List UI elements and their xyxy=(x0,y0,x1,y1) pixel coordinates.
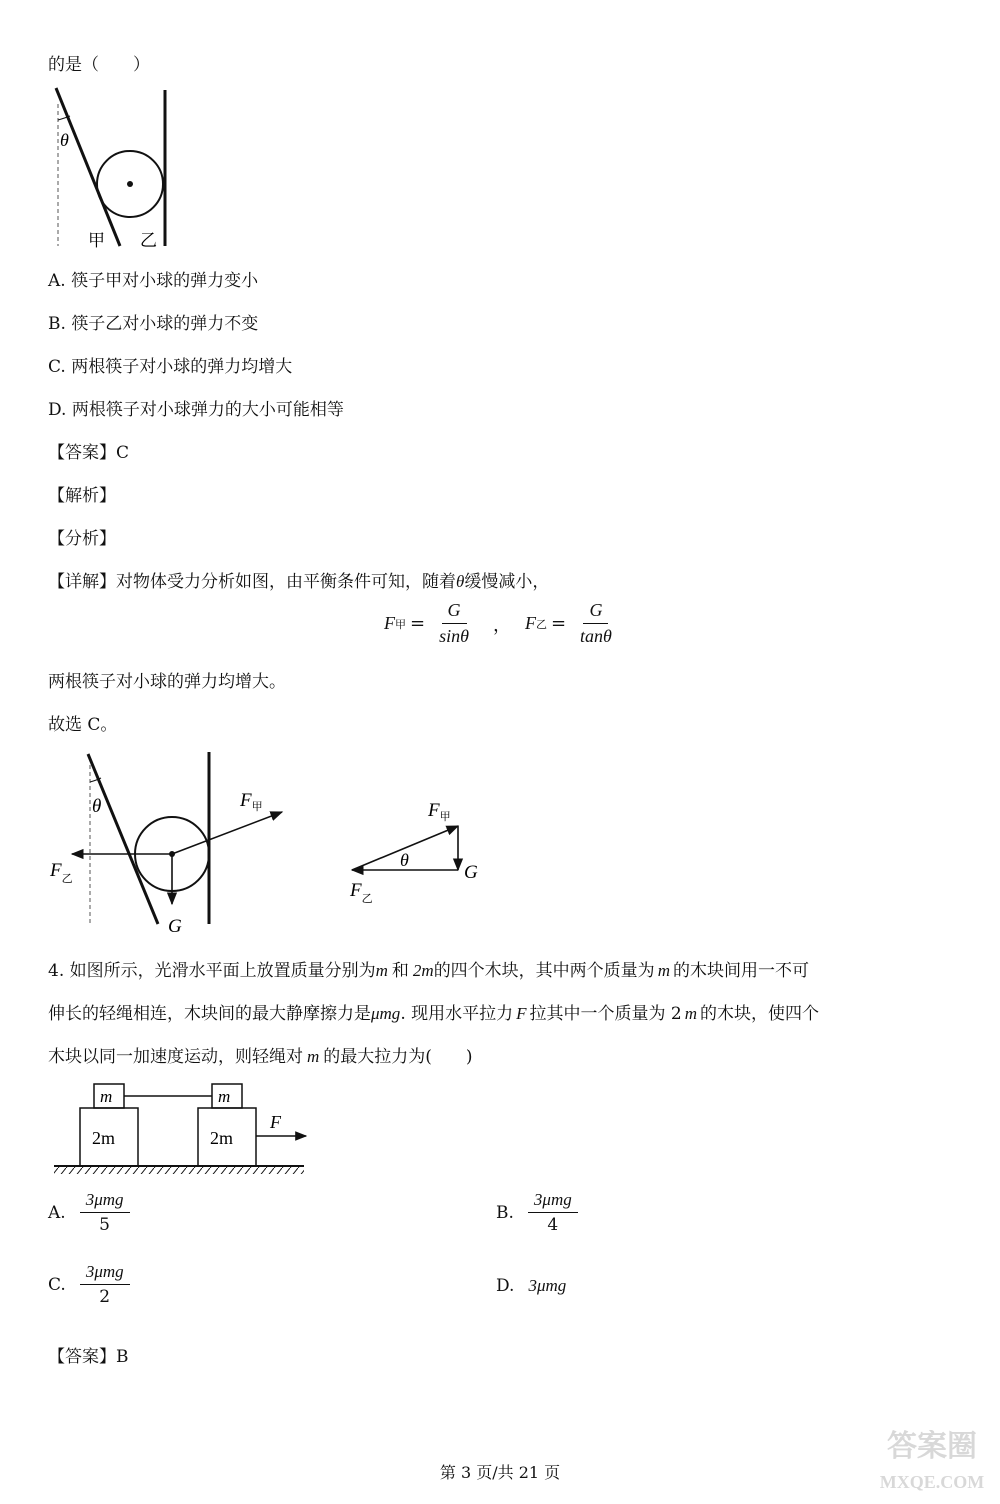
q4-text: 伸长的轻绳相连，木块间的最大静摩擦力是 xyxy=(48,1004,371,1024)
q3-xiangjie xyxy=(48,567,549,592)
q3-option-a xyxy=(48,266,258,291)
theta-label: θ xyxy=(92,796,102,817)
chopstick-jia xyxy=(56,88,120,246)
q4-option-b xyxy=(496,1190,582,1235)
force-arrow-jia xyxy=(172,812,282,854)
option-key: D. xyxy=(496,1276,515,1296)
q3-force-triangle xyxy=(330,790,510,910)
label-f-yi: $F_乙$ xyxy=(50,860,73,885)
page-footer: 第 3 页/共 21 页 xyxy=(439,1463,561,1482)
q3-choose: 故选 C。 xyxy=(48,715,118,735)
ground-hatch xyxy=(54,1166,304,1174)
q4-option-d xyxy=(496,1276,566,1296)
q3-jiexi-label: 【解析】 xyxy=(48,486,116,506)
triangle-label-f-yi: $F_乙$ xyxy=(350,880,373,905)
option-key: B. xyxy=(496,1202,514,1223)
q4-line-3 xyxy=(48,1042,473,1067)
formula-f1: F xyxy=(384,613,395,633)
label-jia: 甲 xyxy=(88,231,105,250)
formula-f2-sub: 乙 xyxy=(535,617,547,631)
option-text: 两根筷子对小球的弹力均增大 xyxy=(71,357,293,377)
option-text: 两根筷子对小球弹力的大小可能相等 xyxy=(71,400,344,420)
q4-text: 拉其中一个质量为 2 xyxy=(529,1004,682,1024)
formula-f1-sub: 甲 xyxy=(395,617,406,631)
option-text: 筷子甲对小球的弹力变小 xyxy=(71,271,259,291)
option-key: C. xyxy=(48,1274,66,1295)
answer-value: C xyxy=(116,443,130,463)
triangle-theta: θ xyxy=(400,850,409,870)
q4-and: 和 xyxy=(391,961,409,981)
q4-mu-mg: μmg xyxy=(371,1004,401,1023)
q3-fenxi-label: 【分析】 xyxy=(48,529,116,549)
formula-den2: tanθ xyxy=(580,626,612,646)
label-yi: 乙 xyxy=(140,231,157,250)
q4-answer xyxy=(48,1342,129,1367)
q4-text: 木块以同一加速度运动，则轻绳对 xyxy=(48,1047,303,1067)
q4-text: 4. 如图所示，光滑水平面上放置质量分别为 xyxy=(48,961,376,981)
q4-option-c xyxy=(48,1262,134,1307)
q4-text: 的最大拉力为( ) xyxy=(323,1047,473,1067)
q4-m: m xyxy=(375,961,388,980)
option-text: 筷子乙对小球的弹力不变 xyxy=(71,314,259,334)
option-num: 3μmg xyxy=(80,1262,130,1285)
label-m-right: m xyxy=(218,1087,231,1106)
label-2m-left: 2m xyxy=(92,1128,116,1148)
formula-eq1: = xyxy=(410,613,426,634)
label-g: G xyxy=(168,916,182,937)
q3-option-b xyxy=(48,309,258,334)
label-m-left: m xyxy=(100,1087,113,1106)
option-key: C. xyxy=(48,357,66,377)
option-num: 3μmg xyxy=(80,1190,130,1213)
q3-formula xyxy=(384,600,622,647)
formula-f2: F xyxy=(524,613,536,633)
formula-den1: sinθ xyxy=(439,626,469,646)
theta-label: θ xyxy=(60,130,69,150)
option-den: 4 xyxy=(547,1215,559,1235)
triangle-label-g: G xyxy=(464,862,478,883)
formula-num2: G xyxy=(583,600,608,624)
triangle-label-f-jia: $F_甲$ xyxy=(428,800,451,823)
option-den: 5 xyxy=(99,1215,110,1235)
q4-text: 的木块，使四个 xyxy=(700,1004,820,1024)
q3-conclusion: 两根筷子对小球的弹力均增大。 xyxy=(48,672,286,692)
q4-line-1 xyxy=(48,956,809,981)
option-key: B. xyxy=(48,314,66,334)
watermark-top: 答案圈 xyxy=(887,1430,977,1463)
q4-m: m xyxy=(657,961,670,980)
xiangjie-text-2: 缓慢减小， xyxy=(464,572,550,592)
q4-text: 的木块间用一不可 xyxy=(672,961,809,981)
q4-m: m xyxy=(684,1004,698,1023)
formula-sep: ， xyxy=(492,614,511,636)
answer-value: B xyxy=(116,1347,129,1367)
q4-text: 的四个木块，其中两个质量为 xyxy=(433,961,655,981)
xiangjie-text-1: 对物体受力分析如图，由平衡条件可知，随着 xyxy=(116,572,456,592)
q3-option-c xyxy=(48,352,292,377)
q4-text: . 现用水平拉力 xyxy=(400,1004,514,1024)
label-2m-right: 2m xyxy=(210,1128,234,1148)
formula-eq2: = xyxy=(550,613,567,634)
xiangjie-label: 【详解】 xyxy=(48,572,116,592)
q3-stem-tail: 的是（ ） xyxy=(48,55,150,75)
q3-force-diagram xyxy=(40,748,300,940)
answer-label: 【答案】 xyxy=(48,443,116,463)
option-key: A. xyxy=(48,271,66,291)
option-value: 3μmg xyxy=(528,1276,567,1295)
option-key: A. xyxy=(48,1202,66,1223)
answer-label: 【答案】 xyxy=(48,1347,116,1367)
label-f-jia: $F_甲$ xyxy=(240,790,263,813)
label-force-f: F xyxy=(270,1112,281,1132)
q4-option-a xyxy=(48,1190,134,1235)
watermark-bottom: MXQE.COM xyxy=(879,1472,985,1492)
formula-num1: G xyxy=(442,600,467,624)
q4-F: F xyxy=(516,1004,527,1023)
option-num: 3μmg xyxy=(528,1190,578,1213)
q3-answer xyxy=(48,438,129,463)
q3-option-d xyxy=(48,395,344,420)
xiangjie-theta: θ xyxy=(456,572,465,591)
q4-line-2 xyxy=(48,999,819,1024)
q3-figure-chopsticks xyxy=(48,84,188,254)
q4-2m: 2m xyxy=(412,961,434,980)
q4-blocks-figure xyxy=(50,1078,320,1184)
option-key: D. xyxy=(48,400,67,420)
option-den: 2 xyxy=(99,1287,111,1307)
ball-center xyxy=(127,181,133,187)
watermark-logo xyxy=(872,1418,992,1498)
q4-m: m xyxy=(307,1047,320,1066)
